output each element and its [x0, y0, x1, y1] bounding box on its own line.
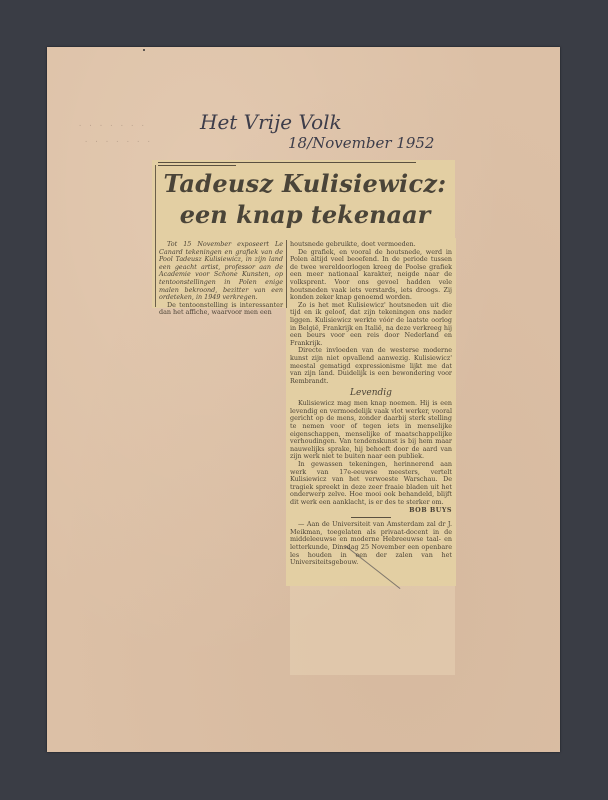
header-rule: [158, 162, 416, 163]
article-subheading: Levendig: [350, 388, 392, 399]
handwritten-source: Het Vrije Volk: [200, 110, 342, 134]
paragraph: In gewassen tekeningen, herinnerend aan werk van 17e-eeuwse meesters, vertelt Kulisiewicz van het verwoeste Warschau. De tragiek spreekt in deze zeer fraaie bladen uit het onderwerp zelve. Hoe mooi ook behandeld, blijft dit werk een aanklacht, is er des te sterker om.: [290, 460, 452, 506]
faint-stamp-line-1: · · · · · · ·: [78, 122, 146, 130]
paragraph: Tot 15 November exposeert Le Canard tekeningen en grafiek van de Pool Tadeusz Kulisiewicz, in zijn land een geacht artist, professor aan de Academie voor Schone Kunsten, op tentoonstellingen in Polen enige malen bekroond, bezitter van een ordeteken, in 1949 verkregen.: [159, 240, 283, 302]
faint-stamp-line-2: · · · · · · ·: [84, 138, 152, 146]
paragraph: De tentoonstelling is interessanter dan het affiche, waarvoor men een: [159, 300, 283, 317]
paragraph: Directe invloeden van de westerse moderne kunst zijn niet opvallend aanwezig. Kulisiewicz' meestal gematigd expressionisme lijkt me dat van zijn land. Duidelijk is een bewondering voor Rembrandt.: [290, 346, 452, 385]
paragraph: houtsnede gebruikte, doet vermoeden.: [290, 240, 416, 248]
clipping-left-border: [155, 165, 156, 307]
article-right-column: [290, 241, 452, 567]
news-item: — Aan de Universiteit van Amsterdam zal dr J. Meikman, toegelaten als privaat-docent in de middeleeuwse en moderne Hebreeuwse taal- en letterkunde, Dinsdag 25 November een openbare les houden in een der zalen van het Universiteitsgebouw.: [290, 520, 452, 567]
article-left-column: [159, 241, 283, 317]
article-title-line-2: een knap tekenaar: [179, 200, 431, 229]
paragraph: Zo is het met Kulisiewicz' houtsneden uit die tijd en ik geloof, dat zijn tekeningen ons nader liggen. Kulisiewicz werkte vóór de laatste oorlog in België, Frankrijk en Italië, na deze verkreeg hij een beurs voor een reis door Nederland en Frankrijk.: [290, 300, 452, 347]
article-byline: BOB BUYS: [409, 505, 452, 514]
paragraph: De grafiek, en vooral de houtsnede, werd in Polen altijd veel beoefend. In de periode tussen de twee wereldoorlogen kreeg de Poolse grafiek een meer nationaal karakter, neigde naar de volksprent. Voor ons gevoel hadden vele houtsneden vaak iets verstards, iets droogs. Zij konden zeker knap genoemd worden.: [290, 247, 452, 302]
glue-residue: [290, 585, 455, 675]
column-divider: [286, 240, 287, 308]
article-title: [160, 168, 450, 230]
article-title-line-1: Tadeusz Kulisiewicz:: [163, 169, 447, 198]
paragraph: Kulisiewicz mag men knap noemen. Hij is een levendig en vermoedelijk vaak vlot werker, vooral gericht op de mens, zonder daarbij sterk stelling te nemen voor of tegen iets in menselijke eigenschappen, menselijke of maatschappelijke verhoudingen. Van tendenskunst is bij hem maar nauwelijks sprake, hij behoeft door de aard van zijn werk niet te buiten naar een publiek.: [290, 399, 452, 461]
header-rule-short: [158, 165, 236, 166]
paper-speck: [143, 49, 145, 51]
section-divider: [351, 517, 391, 518]
handwritten-date: 18/November 1952: [288, 134, 435, 152]
